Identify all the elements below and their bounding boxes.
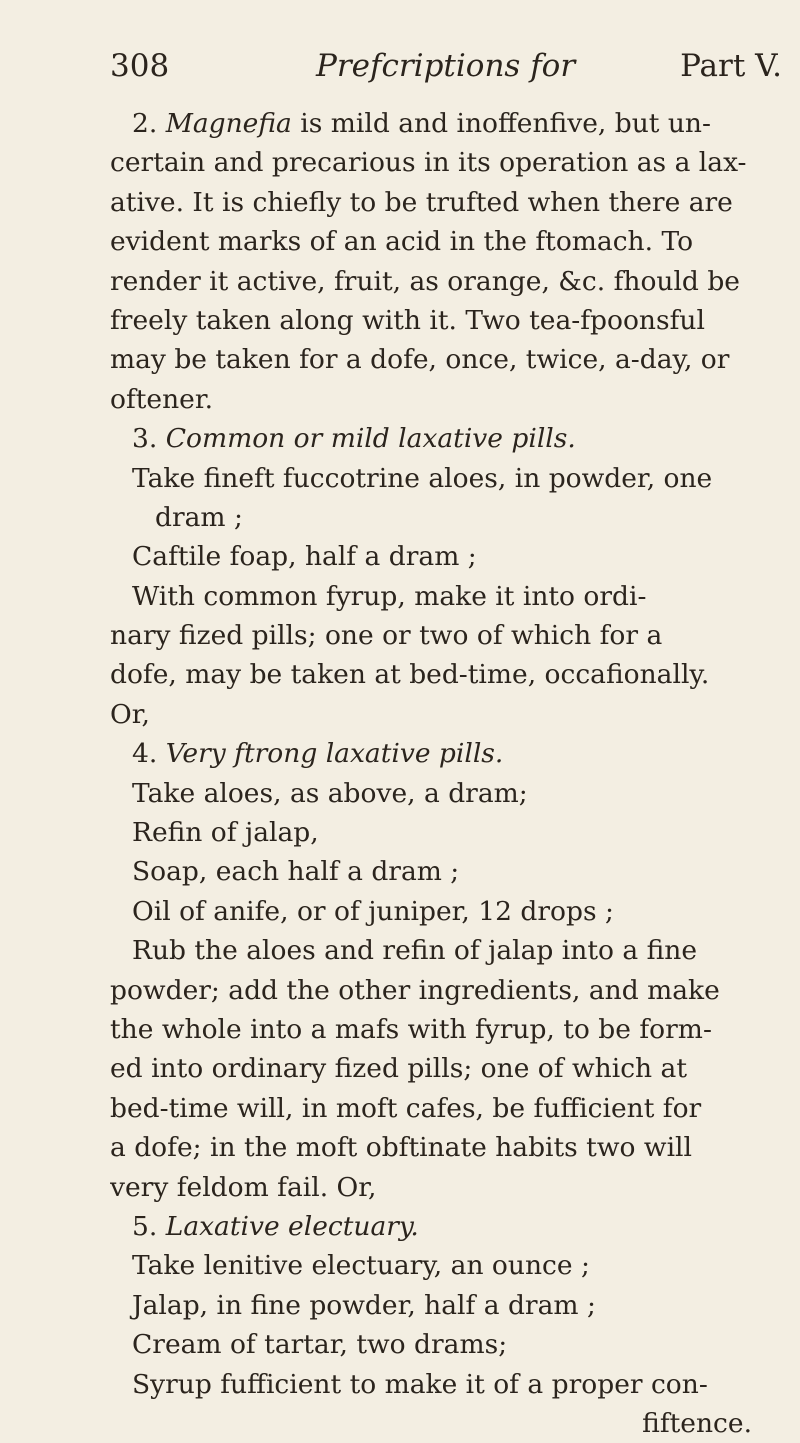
running-title: Prefcriptions for xyxy=(316,48,576,84)
text-line xyxy=(110,734,782,773)
text-line xyxy=(110,655,782,694)
line-text: very feldom fail. Or, xyxy=(110,1171,377,1203)
text-line xyxy=(110,222,782,261)
text-line xyxy=(110,1246,782,1285)
recipe-section xyxy=(110,734,782,1207)
line-text: Caftile foap, half a dram ; xyxy=(132,541,477,573)
line-text: Soap, each half a dram ; xyxy=(132,856,460,888)
text-line xyxy=(110,380,782,419)
line-text: With common fyrup, make it into ordi- xyxy=(132,580,647,612)
recipe-section xyxy=(110,419,782,734)
part-label: Part V. xyxy=(680,48,782,84)
text-line xyxy=(110,459,782,498)
text-line xyxy=(110,340,782,379)
line-text: 5. xyxy=(132,1210,166,1242)
line-text: 3. xyxy=(132,423,166,455)
text-line xyxy=(110,1128,782,1167)
line-text: ative. It is chiefly to be trufted when there are xyxy=(110,186,733,218)
line-text: is mild and inoffenfive, but un- xyxy=(291,108,711,139)
line-text: Cream of tartar, two drams; xyxy=(132,1329,508,1361)
line-text: Oil of anife, or of juniper, 12 drops ; xyxy=(132,895,614,927)
line-text: ed into ordinary fized pills; one of which at xyxy=(110,1053,687,1085)
line-text: dofe, may be taken at bed-time, occafionally. xyxy=(110,659,710,691)
line-text: may be taken for a dofe, once, twice, a-day, or xyxy=(110,344,730,376)
line-text: render it active, fruit, as orange, &c. fhould be xyxy=(110,265,740,297)
text-line xyxy=(110,1168,782,1207)
line-text: Jalap, in fine powder, half a dram ; xyxy=(132,1289,596,1321)
text-line xyxy=(110,616,782,655)
text-line xyxy=(110,498,782,537)
text-line xyxy=(110,143,782,182)
text-line xyxy=(110,813,782,852)
text-line xyxy=(110,262,782,301)
text-line xyxy=(110,104,782,143)
line-text: Syrup fufficient to make it of a proper con- xyxy=(132,1368,708,1400)
text-line xyxy=(110,1325,782,1364)
text-line xyxy=(110,695,782,734)
line-text: dram ; xyxy=(155,501,243,533)
text-line xyxy=(110,1365,782,1404)
text-line xyxy=(110,419,782,458)
page-number: 308 xyxy=(110,48,170,84)
line-text: fiftence. xyxy=(642,1407,752,1439)
text-line xyxy=(110,931,782,970)
text-line xyxy=(110,774,782,813)
line-text: nary fized pills; one or two of which for a xyxy=(110,620,663,652)
recipe-section xyxy=(110,1207,782,1443)
text-line xyxy=(110,852,782,891)
italic-heading-text: Common or mild laxative pills. xyxy=(165,423,576,455)
line-text: certain and precarious in its operation as a lax- xyxy=(110,147,747,179)
line-text: Or, xyxy=(110,698,150,730)
text-line xyxy=(110,537,782,576)
line-text: 4. xyxy=(132,738,166,770)
line-text: oftener. xyxy=(110,383,214,415)
line-text: evident marks of an acid in the ftomach. To xyxy=(110,226,694,258)
recipe-section xyxy=(110,104,782,419)
text-line xyxy=(110,1010,782,1049)
text-line xyxy=(110,577,782,616)
line-text: Take fineft fuccotrine aloes, in powder, one xyxy=(132,462,713,494)
italic-heading-text: Very ftrong laxative pills. xyxy=(165,738,504,770)
text-line xyxy=(110,301,782,340)
text-line xyxy=(110,1207,782,1246)
line-text: a dofe; in the moft obftinate habits two will xyxy=(110,1132,693,1164)
text-line xyxy=(110,892,782,931)
line-text: bed-time will, in moft cafes, be fufficient for xyxy=(110,1092,702,1124)
text-line xyxy=(110,1089,782,1128)
line-text: 2. xyxy=(132,108,166,139)
line-text: freely taken along with it. Two tea-fpoonsful xyxy=(110,304,705,336)
running-header xyxy=(110,48,782,92)
text-line xyxy=(110,183,782,222)
line-text: the whole into a mafs with fyrup, to be form- xyxy=(110,1013,712,1045)
line-text: Take aloes, as above, a dram; xyxy=(132,777,528,809)
text-line xyxy=(110,1286,782,1325)
body-text xyxy=(110,104,782,1443)
text-line xyxy=(110,971,782,1010)
italic-heading-text: Laxative electuary. xyxy=(165,1210,419,1242)
line-text: powder; add the other ingredients, and make xyxy=(110,974,720,1006)
line-text: Rub the aloes and refin of jalap into a fine xyxy=(132,935,698,967)
italic-heading-text: Magnefia xyxy=(165,108,292,139)
line-text: Refin of jalap, xyxy=(132,817,319,849)
line-text: Take lenitive electuary, an ounce ; xyxy=(132,1250,590,1282)
text-line xyxy=(110,1049,782,1088)
